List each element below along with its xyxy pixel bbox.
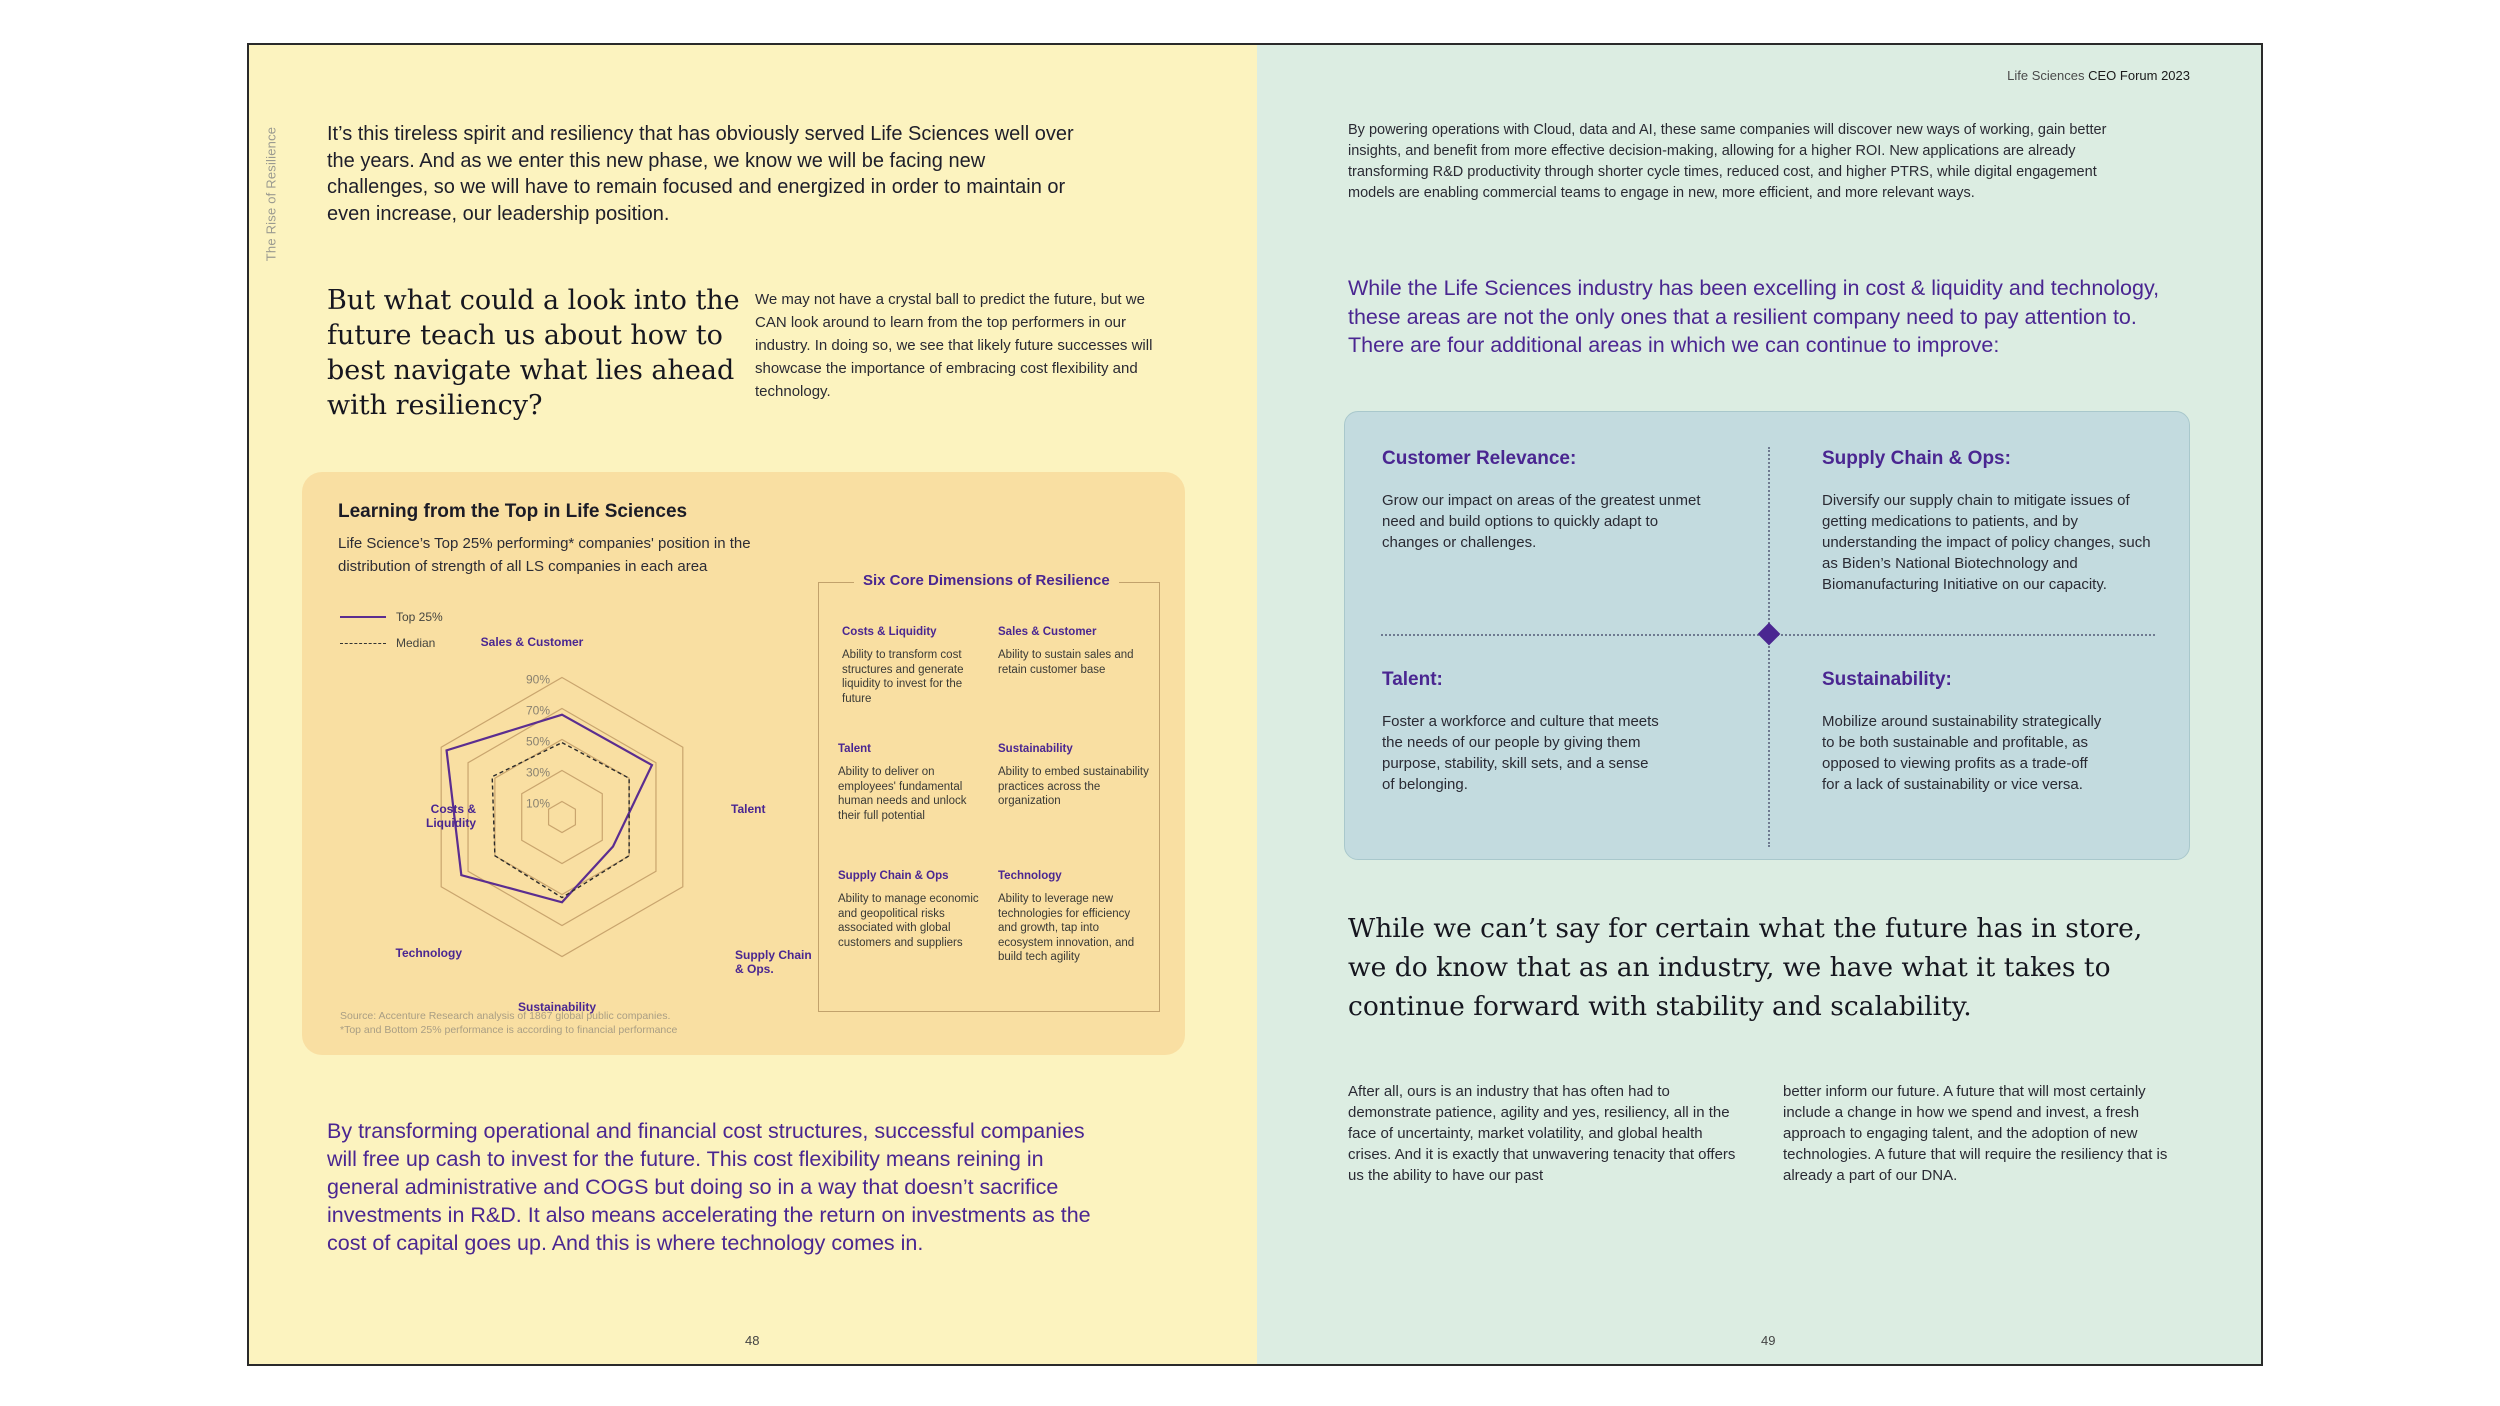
source-footnote: *Top and Bottom 25% performance is according to financial performance: [340, 1024, 678, 1036]
center-diamond-icon: [1758, 623, 1781, 646]
technology-intro-paragraph: By powering operations with Cloud, data and AI, these same companies will discover new ways of working, gain better insights, and benefit from more effective decision-making, allowing for a higher ROI. New applications are already transforming R&D productivity through shorter cycle times, reduced cost, and higher PTRS, while digital engagement models are enabling commercial teams to engage in new, more efficient, and more relevant ways.: [1348, 122, 2107, 201]
header-light-text: Life Sciences: [2007, 68, 2085, 83]
dimension-desc: Ability to embed sustainability practices across the organization: [998, 766, 1149, 807]
page-number-right: 49: [1761, 1333, 1776, 1348]
dimension-desc: Ability to manage economic and geopolitical risks associated with global customers and suppliers: [838, 893, 979, 949]
radar-axis-label: Costs & Liquidity: [426, 802, 476, 830]
radar-axis-label: Sales & Customer: [480, 635, 584, 649]
question-heading: But what could a look into the future teach us about how to best navigate what lies ahead with resiliency?: [327, 285, 740, 421]
area-text: Grow our impact on areas of the greatest unmet need and build options to quickly adapt to changes or challenges.: [1382, 492, 1701, 551]
improvement-areas-panel: [1344, 411, 2190, 860]
dimension-desc: Ability to deliver on employees' fundamental human needs and unlock their full potential: [838, 766, 967, 822]
radar-axis-label: Technology: [395, 946, 462, 960]
dimension-title: Costs & Liquidity: [842, 626, 937, 638]
radar-ring-90pct: [441, 678, 683, 957]
left-page: [249, 45, 1257, 1364]
side-label-text: The Rise of Resilience: [263, 126, 279, 262]
area-title: Supply Chain & Ops:: [1822, 448, 2011, 469]
legend-top25-label: Top 25%: [396, 610, 443, 624]
resilience-chart-panel: [302, 472, 1185, 1055]
dimension-technology: [998, 870, 1138, 965]
radar-ring-label: 10%: [525, 796, 550, 811]
dimension-title: Technology: [998, 870, 1062, 882]
chart-source-note: [340, 1009, 677, 1037]
running-header: [2007, 68, 2190, 83]
radar-ring-label: 70%: [525, 703, 550, 718]
stability-quote: While we can’t say for certain what the future has in store, we do know that as an industry, we have what it takes to continue forward with stability and scalability.: [1348, 913, 2143, 1022]
area-title: Sustainability:: [1822, 669, 1952, 690]
cost-flexibility-quote: By transforming operational and financial cost structures, successful companies will free up cash to invest for the future. This cost flexibility means reining in general administrative and COGS but doing so in a way that doesn’t sacrifice investments in R&D. It also means accelerating the return on investments as the cost of capital goes up. And this is where technology comes in.: [327, 1119, 1091, 1255]
vertical-divider: [1768, 447, 1770, 847]
improvement-areas-quote: While the Life Sciences industry has been excelling in cost & liquidity and technology, these areas are not the only ones that a resilient company need to pay attention to. There are four additional areas in which we can continue to improve:: [1348, 276, 2160, 357]
radar-ring-label: 50%: [525, 734, 550, 749]
panel-subtitle: Life Science’s Top 25% performing* companies' position in the distribution of strength of all LS companies in each area: [338, 535, 751, 575]
area-title: Talent:: [1382, 669, 1443, 690]
dimension-title: Sales & Customer: [998, 626, 1097, 638]
section-side-label: [263, 119, 279, 269]
crystal-ball-paragraph: We may not have a crystal ball to predict the future, but we CAN look around to learn from the top performers in our industry. In doing so, we see that likely future successes will showcase the importance of embracing cost flexibility and technology.: [755, 291, 1153, 400]
dimension-title: Sustainability: [998, 743, 1073, 755]
closing-column-2: better inform our future. A future that will most certainly include a change in how we spend and invest, a fresh approach to engaging talent, and the adoption of new technologies. A future that will require the resiliency that is already a part of our DNA.: [1783, 1083, 2168, 1184]
dimension-desc: Ability to sustain sales and retain customer base: [998, 649, 1134, 676]
page-number-left: 48: [745, 1333, 760, 1348]
area-text: Mobilize around sustainability strategically to be both sustainable and profitable, as opposed to viewing profits as a trade-off for a lack of sustainability or vice versa.: [1822, 713, 2102, 793]
dimension-sustainability: [998, 743, 1153, 809]
area-text: Diversify our supply chain to mitigate issues of getting medications to patients, and by understanding the impact of policy changes, such as Biden’s National Biotechnology and Biomanufacturing Initiative on our capacity.: [1822, 492, 2151, 593]
radar-ring-50pct: [495, 740, 629, 895]
area-talent: [1382, 669, 1662, 795]
area-supply-chain: [1822, 448, 2157, 595]
panel-title: Learning from the Top in Life Sciences: [338, 501, 688, 522]
dimension-title: Supply Chain & Ops: [838, 870, 949, 882]
dimension-desc: Ability to transform cost structures and generate liquidity to invest for the future: [842, 649, 964, 705]
dimension-talent: [838, 743, 990, 823]
document-spread: [247, 43, 2263, 1366]
radar-ring-label: 90%: [525, 672, 550, 687]
dimension-sales-customer: [998, 626, 1153, 677]
radar-ring-10pct: [549, 802, 576, 833]
intro-paragraph: It’s this tireless spirit and resiliency that has obviously served Life Sciences well over the years. And as we enter this new phase, we know we will be facing new challenges, so we will have to remain focused and energized in order to maintain or even increase, our leadership position.: [327, 123, 1074, 225]
radar-axis-label: Sustainability: [517, 1000, 597, 1014]
dimension-costs-liquidity: [842, 626, 992, 706]
source-line: Source: Accenture Research analysis of 1867 global public companies.: [340, 1010, 671, 1022]
area-text: Foster a workforce and culture that meets the needs of our people by giving them purpose, stability, skill sets, and a sense of belonging.: [1382, 713, 1659, 793]
area-customer-relevance: [1382, 448, 1702, 553]
radar-ring-label: 30%: [525, 765, 550, 780]
header-bold-text: CEO Forum 2023: [2088, 68, 2190, 83]
closing-column-1: After all, ours is an industry that has often had to demonstrate patience, agility and yes, resiliency, all in the face of uncertainty, market volatility, and global health crises. And it is exactly that unwavering tenacity that offers us the ability to have our past: [1348, 1083, 1736, 1184]
radar-ring-30pct: [522, 771, 603, 864]
radar-axis-label: Talent: [731, 802, 766, 816]
dimension-title: Talent: [838, 743, 872, 755]
core-dimensions-title: Six Core Dimensions of Resilience: [854, 572, 1119, 589]
radar-chart: [302, 472, 822, 1055]
dimension-supply-chain: [838, 870, 990, 950]
legend-median-label: Median: [396, 636, 436, 650]
area-title: Customer Relevance:: [1382, 448, 1577, 469]
dimension-desc: Ability to leverage new technologies for efficiency and growth, tap into ecosystem innovation, and build tech agility: [998, 893, 1135, 963]
area-sustainability: [1822, 669, 2107, 795]
right-page: [1257, 45, 2263, 1364]
radar-axis-label: Supply Chain & Ops.: [735, 948, 812, 976]
